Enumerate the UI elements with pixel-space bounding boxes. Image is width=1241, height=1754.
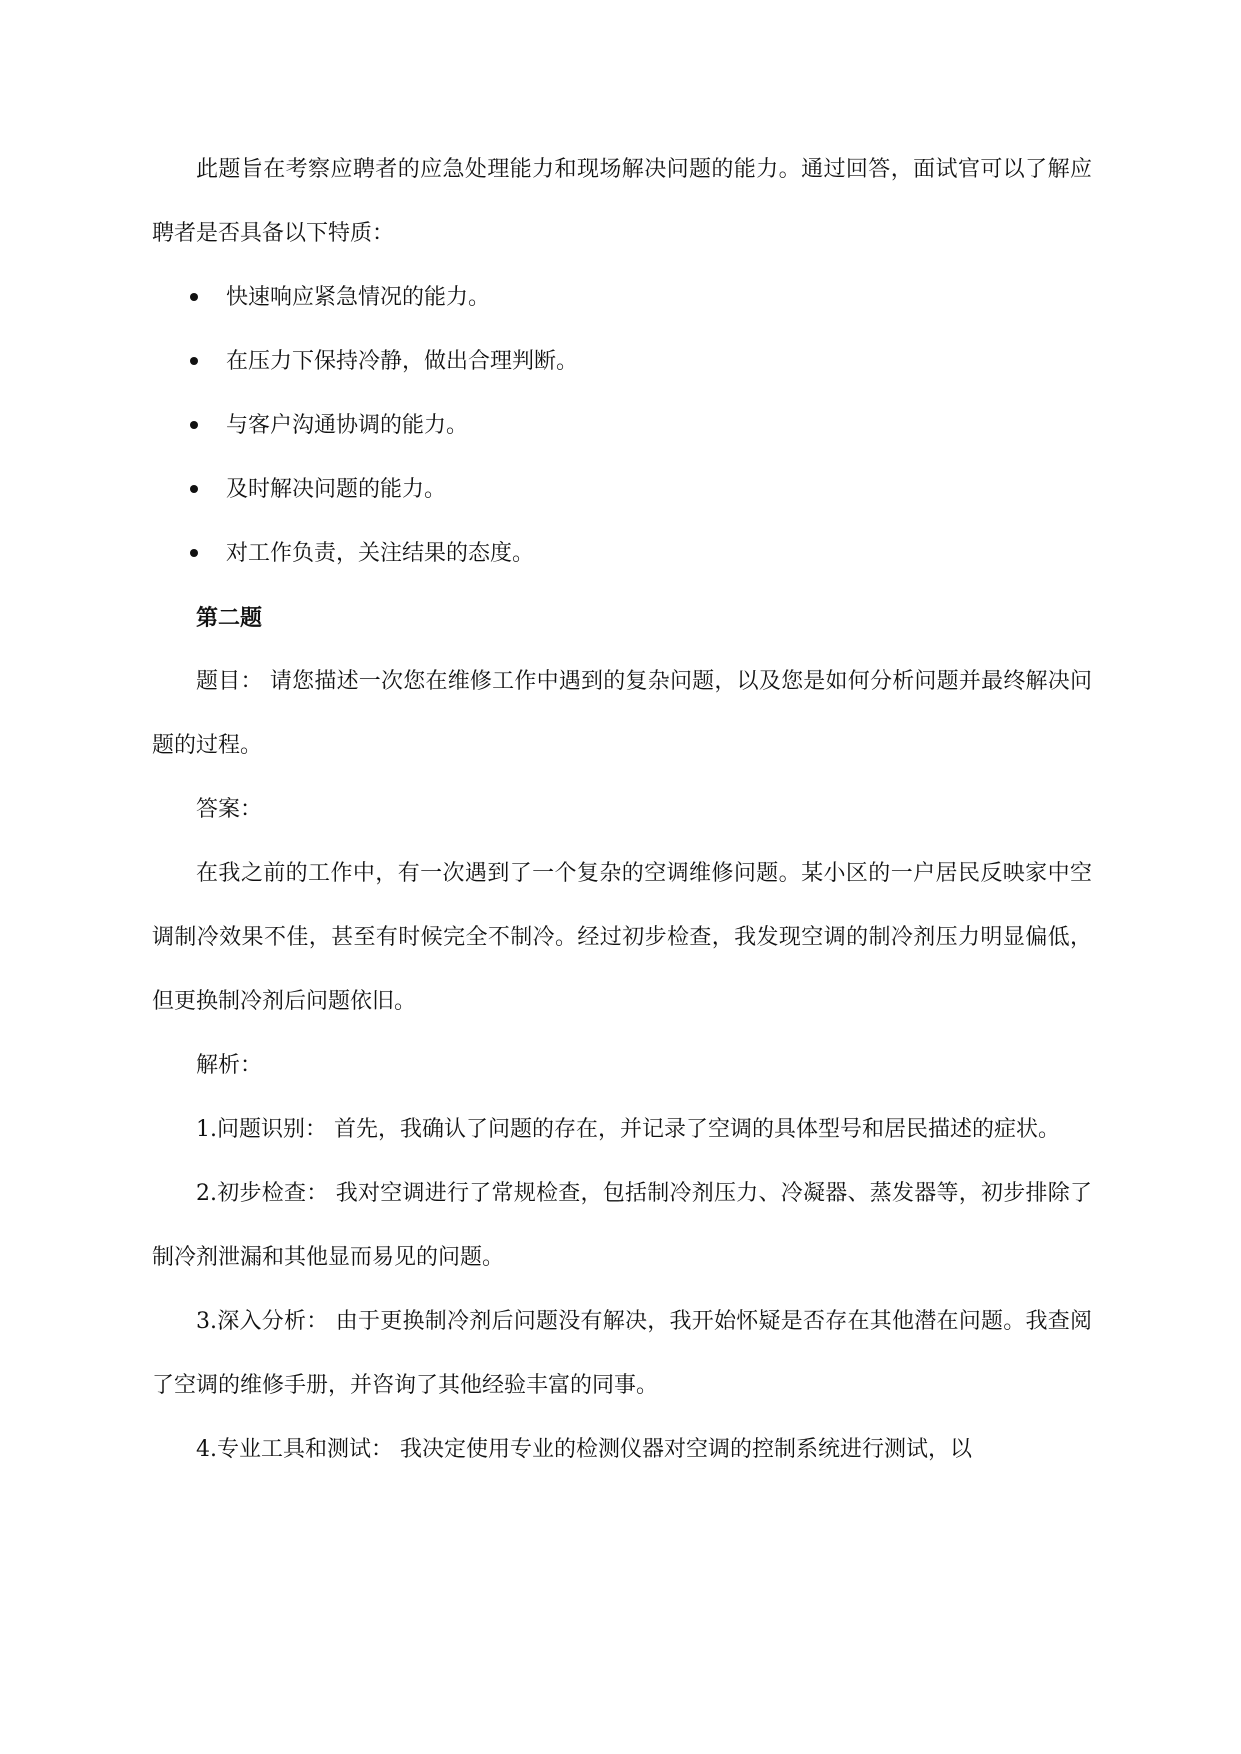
answer-paragraph: 在我之前的工作中，有一次遇到了一个复杂的空调维修问题。某小区的一户居民反映家中空调制冷效果不佳，甚至有时候完全不制冷。经过初步检查，我发现空调的制冷剂压力明显偏低，但更换制冷剂后问题依旧。 — [152, 861, 1092, 1014]
trait-text: 对工作负责，关注结果的态度。 — [226, 541, 535, 566]
analysis-step: 4.专业工具和测试： 我决定使用专业的检测仪器对空调的控制系统进行测试，以 — [196, 1437, 972, 1462]
bullet-icon — [190, 485, 198, 493]
analysis-step: 1.问题识别： 首先，我确认了问题的存在，并记录了空调的具体型号和居民描述的症状。 — [196, 1117, 1060, 1142]
list-item — [152, 266, 1092, 330]
question-paragraph: 题目： 请您描述一次您在维修工作中遇到的复杂问题，以及您是如何分析问题并最终解决问题的过程。 — [152, 669, 1092, 758]
analysis-label: 解析： — [196, 1053, 263, 1078]
list-item — [152, 522, 1092, 586]
bullet-icon — [190, 293, 198, 301]
bullet-icon — [190, 549, 198, 557]
trait-text: 快速响应紧急情况的能力。 — [226, 285, 491, 310]
trait-text: 与客户沟通协调的能力。 — [226, 413, 469, 438]
section-heading: 第二题 — [196, 605, 263, 631]
bullet-icon — [190, 421, 198, 429]
bullet-icon — [190, 357, 198, 365]
document-page — [152, 138, 1092, 1482]
list-item — [152, 458, 1092, 522]
trait-text: 及时解决问题的能力。 — [226, 477, 447, 502]
traits-list — [152, 266, 1092, 586]
intro-paragraph: 此题旨在考察应聘者的应急处理能力和现场解决问题的能力。通过回答，面试官可以了解应聘者是否具备以下特质： — [152, 157, 1092, 246]
list-item — [152, 330, 1092, 394]
trait-text: 在压力下保持冷静，做出合理判断。 — [226, 349, 579, 374]
list-item — [152, 394, 1092, 458]
analysis-step: 3.深入分析： 由于更换制冷剂后问题没有解决，我开始怀疑是否存在其他潜在问题。我查阅了空调的维修手册，并咨询了其他经验丰富的同事。 — [152, 1309, 1092, 1398]
analysis-step: 2.初步检查： 我对空调进行了常规检查，包括制冷剂压力、冷凝器、蒸发器等，初步排除了制冷剂泄漏和其他显而易见的问题。 — [152, 1181, 1092, 1270]
answer-label: 答案： — [196, 797, 263, 822]
